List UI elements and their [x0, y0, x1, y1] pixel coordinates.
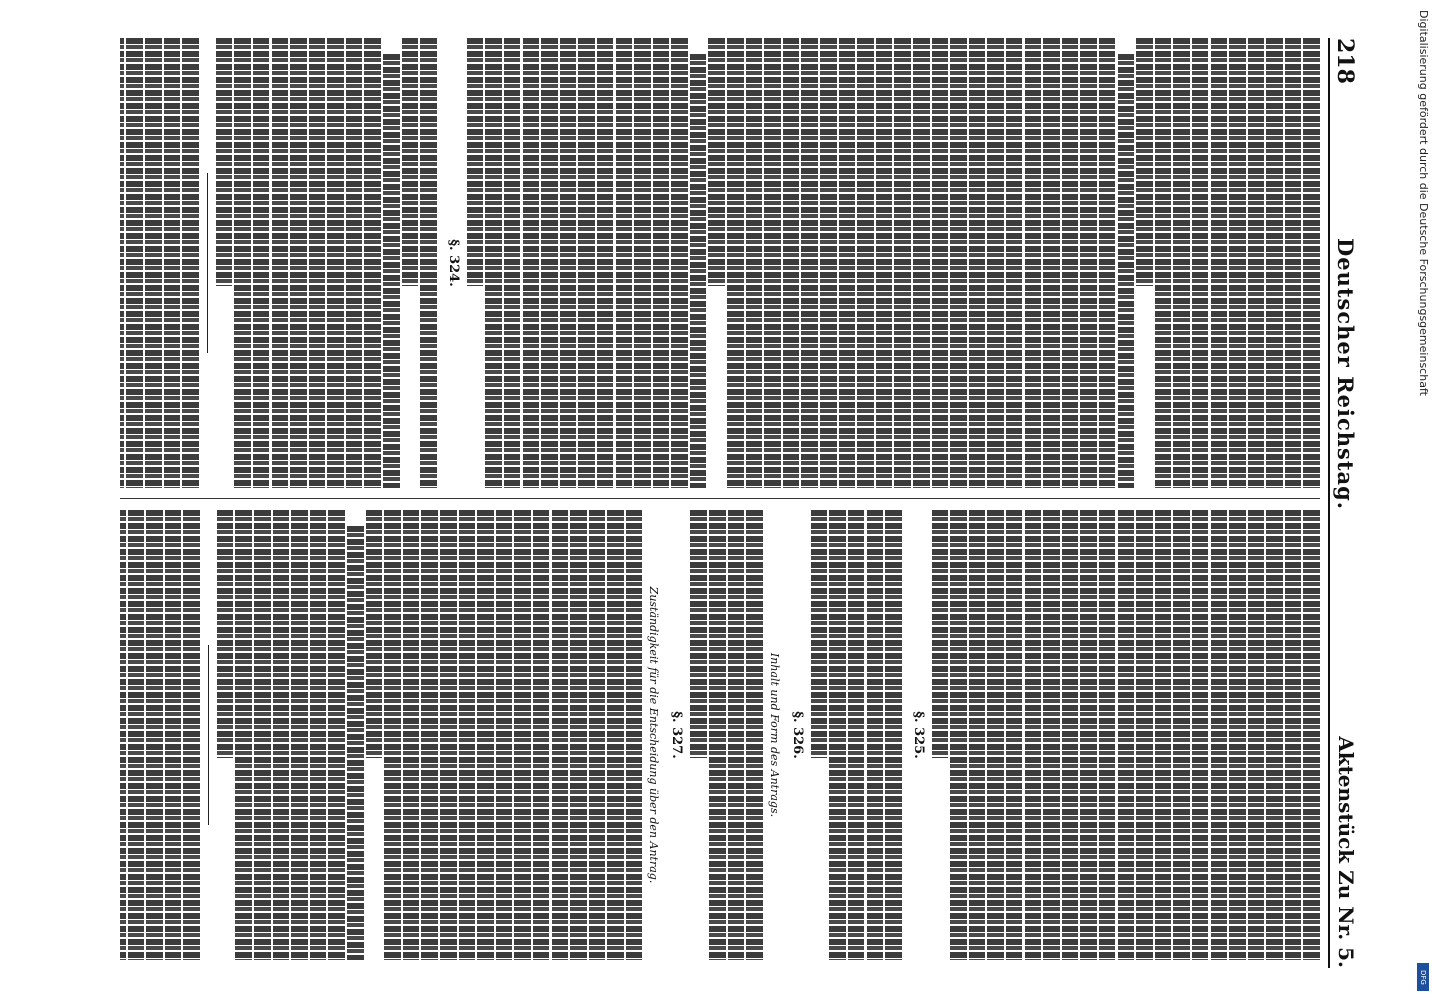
right-column: [120, 510, 1320, 960]
digitization-credit-strip: [1416, 10, 1430, 995]
page-reference: Aktenstück Zu Nr. 5.: [1334, 736, 1358, 968]
page-number: 218: [1332, 38, 1358, 84]
rotated-page-content: [105, 38, 1360, 968]
footnote-separator: [207, 173, 208, 353]
footnote-separator-right: [208, 645, 209, 825]
section-heading-326: §. 326.: [789, 711, 805, 759]
section-heading-327: §. 327.: [669, 711, 685, 759]
section-heading-324: §. 324.: [445, 239, 461, 287]
section-heading-325: §. 325.: [910, 711, 926, 759]
section-subheading-327: Zuständigkeit für die Entscheidung über den Antrag.: [647, 586, 661, 884]
page-title: Deutscher Reichstag.: [1333, 238, 1358, 511]
left-column: [120, 38, 1320, 488]
digitization-credit-text: Digitalisierung gefördert durch die Deutsche Forschungsgemeinschaft: [1417, 10, 1430, 396]
section-subheading-326: Inhalt und Form des Antrags.: [767, 652, 781, 818]
column-rule: [120, 498, 1320, 499]
dfg-logo-icon: DFG: [1417, 963, 1429, 991]
page-header: [1328, 38, 1360, 968]
